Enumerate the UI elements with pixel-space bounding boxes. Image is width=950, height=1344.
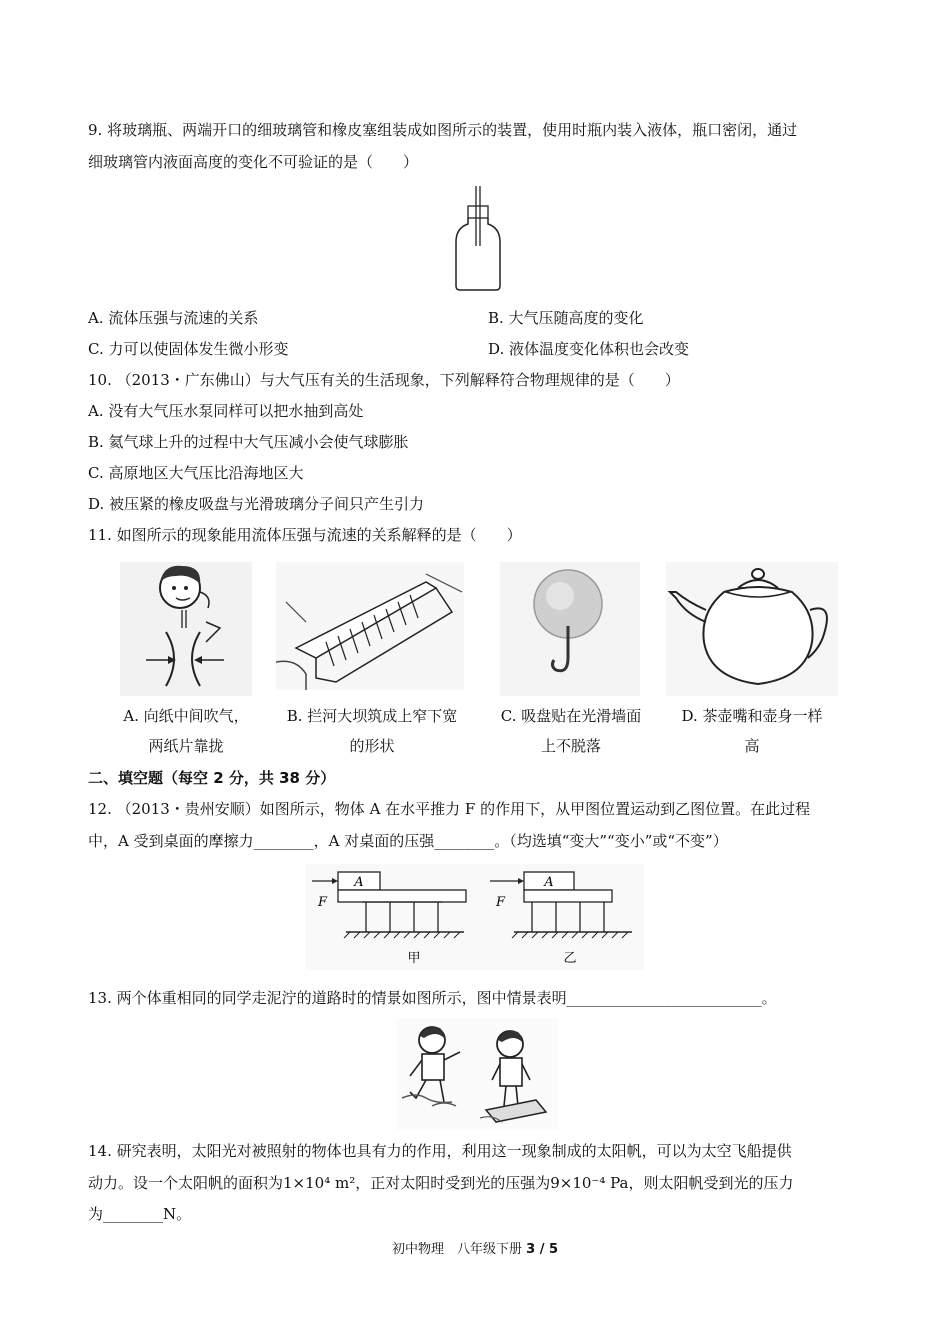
bottle-figure: [448, 186, 508, 294]
block-a-right-label: A: [544, 875, 554, 890]
page-footer: [0, 1238, 950, 1257]
page-number: 3 / 5: [526, 1242, 559, 1257]
q11-caption-d-line1: D. 茶壶嘴和壶身一样: [681, 707, 823, 725]
q10-option-b: B. 氦气球上升的过程中大气压减小会使气球膨胀: [88, 433, 409, 451]
suction-cup-figure: [500, 562, 640, 696]
q9-stem-line1: 9. 将玻璃瓶、两端开口的细玻璃管和橡皮塞组装成如图所示的装置，使用时瓶内装入液体，瓶口密闭，通过: [88, 121, 798, 139]
q11-caption-a-line2: 两纸片靠拢: [148, 737, 224, 755]
q14-stem-line2: 动力。设一个太阳帆的面积为1×10⁴ m²，正对太阳时受到光的压强为9×10⁻⁴ Pa，则太阳帆受到光的压力: [88, 1174, 794, 1192]
q10-option-c: C. 高原地区大气压比沿海地区大: [88, 464, 304, 482]
q11-caption-b-line1: B. 拦河大坝筑成上窄下宽: [286, 707, 458, 725]
block-a-left-label: A: [354, 875, 364, 890]
muddy-road-figure: [396, 1018, 558, 1130]
force-f-right-label: F: [496, 895, 506, 910]
teapot-figure: [666, 562, 838, 696]
q12-stem-line1: 12. （2013・贵州安顺）如图所示，物体 A 在水平推力 F 的作用下，从甲图位置运动到乙图位置。在此过程: [88, 800, 811, 818]
q9-option-b: B. 大气压随高度的变化: [488, 309, 644, 327]
dam-figure: [276, 562, 464, 690]
q10-option-a: A. 没有大气压水泵同样可以把水抽到高处: [88, 402, 364, 420]
q11-caption-b: [272, 701, 472, 761]
q14-stem-line1: 14. 研究表明，太阳光对被照射的物体也具有力的作用，利用这一现象制成的太阳帆，可以为太空飞船提供: [88, 1142, 792, 1160]
q11-caption-d-line2: 高: [744, 737, 760, 755]
q13-stem: 13. 两个体重相同的同学走泥泞的道路时的情景如图所示，图中情景表明__________________________。: [88, 989, 777, 1007]
q10-option-d: D. 被压紧的橡皮吸盘与光滑玻璃分子间只产生引力: [88, 495, 425, 513]
q11-stem: 11. 如图所示的现象能用流体压强与流速的关系解释的是（ ）: [88, 526, 522, 544]
q9-option-c: C. 力可以使固体发生微小形变: [88, 340, 289, 358]
blowing-paper-figure: [120, 562, 252, 696]
section2-title: 二、填空题（每空 2 分，共 38 分）: [88, 769, 336, 787]
q12-stem-line2: 中，A 受到桌面的摩擦力________，A 对桌面的压强________。（均选填“变大”“变小”或“不变”）: [88, 832, 728, 850]
q9-option-d: D. 液体温度变化体积也会改变: [488, 340, 690, 358]
force-f-left-label: F: [318, 895, 328, 910]
figure-left-label: 甲: [407, 951, 421, 966]
friction-pressure-figure: [306, 864, 644, 970]
q9-option-a: A. 流体压强与流速的关系: [88, 309, 259, 327]
q11-caption-d: [670, 701, 834, 761]
q11-caption-a: [111, 701, 261, 761]
q11-caption-b-line2: 的形状: [349, 737, 395, 755]
figure-right-label: 乙: [563, 951, 577, 966]
q11-caption-a-line1: A. 向纸中间吹气，: [123, 707, 249, 725]
q10-stem: 10. （2013・广东佛山）与大气压有关的生活现象，下列解释符合物理规律的是（ ）: [88, 371, 680, 389]
q11-caption-c-line2: 上不脱落: [540, 737, 601, 755]
q14-stem-line3: 为________N。: [88, 1205, 192, 1223]
q11-caption-c: [489, 701, 653, 761]
q9-stem-line2: 细玻璃管内液面高度的变化不可验证的是（ ）: [88, 153, 419, 171]
footer-text: 初中物理 八年级下册: [391, 1242, 527, 1257]
q11-caption-c-line1: C. 吸盘贴在光滑墙面: [500, 707, 642, 725]
